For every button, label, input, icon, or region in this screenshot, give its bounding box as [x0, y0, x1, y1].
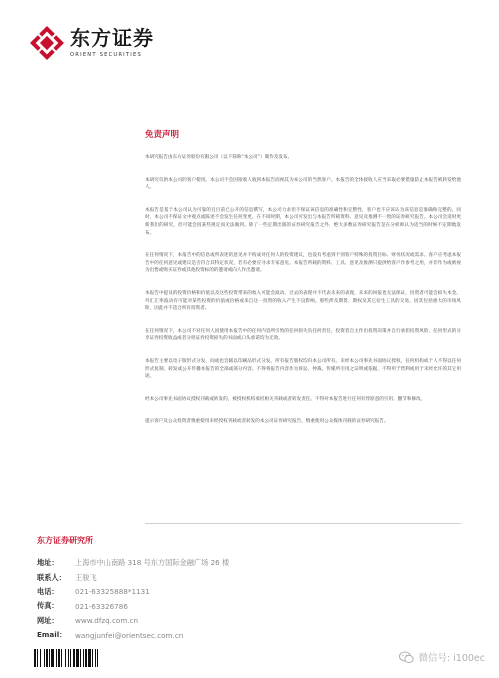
contact-value: 上海市中山南路 318 号东方国际金融广场 26 楼: [75, 558, 230, 568]
section-divider: [145, 523, 461, 524]
wechat-watermark: [399, 650, 485, 664]
disclaimer-paragraph: 在任何情况下，本公司不对任何人因使用本报告中的任何内容所引致的任何损失负任何责任，投资者自主作出投资决策并自行承担投资风险，任何形式的分享证券投资收益或者分担证券投资损失的书面或口头承诺均为无效。: [145, 328, 461, 342]
disclaimer-paragraph: 经本公司事先书面协议授权刊载或转发的，被授权机构承担相关刊载或者转发责任。不得对本报告进行任何有悖原意的引用、删节和修改。: [145, 396, 426, 402]
contact-value: 王骏飞: [75, 572, 97, 582]
watermark-text: 微信号: i100ec: [418, 653, 485, 664]
disclaimer-section: [145, 128, 461, 441]
disclaimer-paragraph: 本报告主要以电子版形式分发，间或也会辅以印刷品形式分发，所有报告版权均归本公司所有。未经本公司事先书面协议授权，任何机构或个人不得以任何形式复制、转发或公开传播本报告的全部或部分内容。不得将报告内容作为诉讼、仲裁、传媒所引用之证明或依据，不得用于营利或用于未经允许的其它用途。: [145, 358, 461, 380]
disclaimer-paragraph: 本研究报告由东方证券股份有限公司（以下简称“本公司”）制作及发布。: [145, 155, 293, 160]
brand-logo: [30, 26, 154, 66]
contact-row-website: [37, 614, 467, 628]
contact-section: [37, 535, 467, 642]
disclaimer-paragraph: 本报告中提及的投资价格和价值以及这些投资带来的收入可能会波动。过去的表现并不代表未来的表现，未来的回报也无法保证，投资者可能会损失本金。外汇汇率波动有可能对某些投资的价值或价格或来自这一投资的收入产生不良影响。那些涉及期货、期权及其它衍生工具的交易，因其包括重大的市场风险，因此并不适合所有投资者。: [145, 290, 461, 312]
disclaimer-paragraph: 提示客户及公众投资者慎重使用未经授权刊载或者转发的本公司证券研究报告，慎重使用公众媒体刊载的证券研究报告。: [145, 419, 389, 425]
contact-value[interactable]: www.dfzq.com.cn: [75, 616, 139, 626]
contact-label: 传真：: [37, 601, 59, 611]
contact-label: 联系人：: [37, 572, 66, 582]
brand-name-en: ORIENT SECURITIES: [70, 52, 142, 58]
contact-label: Email：: [37, 630, 67, 640]
contact-row-fax: [37, 599, 467, 613]
contact-value[interactable]: wangjunfei@orientsec.com.cn: [75, 630, 184, 640]
barcode-image: [34, 649, 129, 667]
contact-row-person: [37, 570, 467, 584]
disclaimer-title: 免责声明: [145, 130, 180, 140]
disclaimer-body: [145, 154, 461, 426]
contact-row-phone: [37, 585, 467, 599]
contact-label: 电话：: [37, 586, 59, 596]
wechat-icon: [399, 651, 414, 664]
disclaimer-paragraph: 本研究仅供本公司的客户使用。本公司不会因接收人收到本报告而视其为本公司的当然客户。本报告的全体接收人应当采取必要措施防止本报告被转发给他人。: [145, 177, 461, 191]
company-name: 东方证券研究所: [37, 536, 93, 545]
contact-value: 021-63325888*1131: [75, 587, 150, 597]
barcode-bar: [98, 649, 100, 667]
orient-logo-icon: [30, 26, 64, 60]
contact-label: 地址：: [37, 558, 59, 568]
contact-row-address: [37, 556, 467, 570]
disclaimer-paragraph: 在任何情况下，本报告中的信息或所表述的意见并不构成对任何人的投资建议，也没有考虑到个别客户特殊的投资目标、财务状况或需求。客户应考虑本报告中的任何意见或建议是否符合其特定状况，若有必要应寻求专家意见。本报告所载的资料、工具、意见及推测只提供给客户作参考之用，并非作为或被视为出售或购买证券或其他投资标的的邀请或向人作出邀请。: [145, 253, 461, 274]
brand-name-cn: 东方证券: [70, 26, 154, 50]
contact-value: 021-63326786: [75, 601, 128, 611]
disclaimer-paragraph: 本报告是基于本公司认为可靠的且目前已公开的信息撰写，本公司力求但不保证该信息的准确性和完整性，客户也不应该认为该信息是准确和完整的。同时，本公司不保证文中观点或陈述不会发生任何变更，在不同时期，本公司可发出与本报告所载资料、意见及推测不一致的证券研究报告。本公司会适时更新我们的研究，但可能会因某些规定而无法做到。除了一些定期出版的证券研究报告之外，绝大多数证券研究报告是在分析师认为适当的时候不定期地发布。: [145, 207, 461, 236]
contact-label: 网址：: [37, 615, 59, 625]
contact-row-email: [37, 628, 467, 642]
